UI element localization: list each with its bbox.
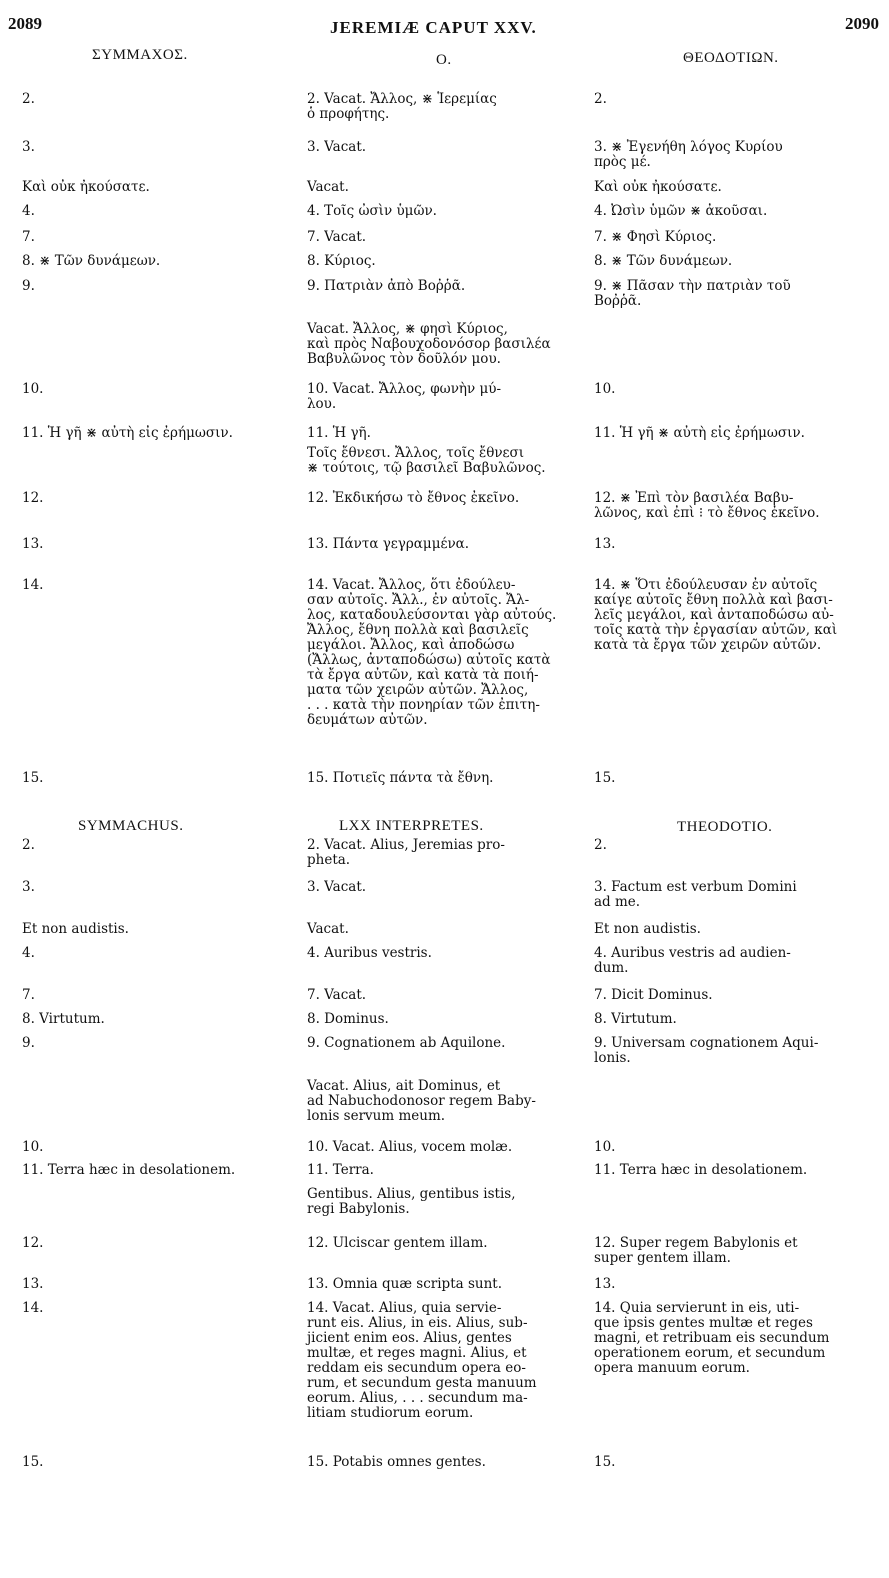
text-line: 8. Κύριος. <box>307 253 376 269</box>
text-line: dum. <box>594 960 629 976</box>
text-line: 10. <box>594 381 616 397</box>
latin-theodotion-cell <box>594 1277 876 1292</box>
text-line: 7. <box>22 229 35 245</box>
text-line: λῶνος, καὶ ἐπὶ ⁝ τὸ ἔθνος ἐκεῖνο. <box>594 505 820 521</box>
greek-theodotion-cell <box>594 771 876 786</box>
greek-column-head-theodotion: ΘΕΟΔΟΤΙΩΝ. <box>683 50 779 66</box>
text-line: Ἄλλος, ἔθνη πολλὰ καὶ βασιλεῖς <box>307 622 529 638</box>
text-line: 8. Virtutum. <box>594 1011 677 1027</box>
greek-lxx-cell <box>307 491 579 506</box>
text-line: 2. <box>594 91 607 107</box>
text-line: que ipsis gentes multæ et reges <box>594 1315 813 1331</box>
text-line: Vacat. <box>307 179 349 195</box>
text-line: 10. Vacat. Alius, vocem molæ. <box>307 1139 513 1155</box>
text-line: λεῖς μεγάλοι, καὶ ἀνταποδώσω αὐ- <box>594 607 834 623</box>
greek-theodotion-cell <box>594 180 876 195</box>
text-line: 14. ⋇ Ὅτι ἐδούλευσαν ἐν αὐτοῖς <box>594 577 818 593</box>
text-line: 11. Ἡ γῆ ⋇ αὐτὴ εἰς ἐρήμωσιν. <box>594 425 805 441</box>
text-line: 11. Terra. <box>307 1162 374 1178</box>
latin-symmachus-cell <box>22 1140 282 1155</box>
latin-lxx-cell <box>307 1301 579 1421</box>
greek-theodotion-cell <box>594 426 876 441</box>
latin-lxx-cell <box>307 1187 579 1217</box>
greek-symmachus-cell <box>22 537 282 552</box>
latin-lxx-cell <box>307 838 579 868</box>
latin-symmachus-cell <box>22 1236 282 1251</box>
latin-theodotion-cell <box>594 1012 876 1027</box>
text-line: 11. Ἡ γῆ. <box>307 425 371 441</box>
text-line: Vacat. <box>307 921 349 937</box>
greek-theodotion-cell <box>594 204 876 219</box>
latin-column-head-symmachus: SYMMACHUS. <box>78 818 184 834</box>
text-line: ματα τῶν χειρῶν αὐτῶν. Ἄλλος, <box>307 682 529 698</box>
text-line: Vacat. Ἄλλος, ⋇ φησὶ Κύριος, <box>307 321 508 337</box>
text-line: 13. Πάντα γεγραμμένα. <box>307 536 470 552</box>
text-line: multæ, et reges magni. Alius, et <box>307 1345 527 1361</box>
text-line: Τοῖς ἔθνεσι. Ἄλλος, τοῖς ἔθνεσι <box>307 445 525 461</box>
text-line: 8. ⋇ Τῶν δυνάμεων. <box>22 253 161 269</box>
text-line: . . . κατὰ τὴν πονηρίαν τῶν ἐπιτη- <box>307 697 540 713</box>
greek-theodotion-cell <box>594 254 876 269</box>
greek-symmachus-cell <box>22 254 282 269</box>
latin-column-head-lxx: LXX INTERPRETES. <box>339 818 484 834</box>
greek-lxx-cell <box>307 180 579 195</box>
latin-symmachus-cell <box>22 922 282 937</box>
latin-theodotion-cell <box>594 1140 876 1155</box>
text-line: rum, et secundum gesta manuum <box>307 1375 537 1391</box>
text-line: μεγάλοι. Ἄλλος, καὶ ἀποδώσω <box>307 637 515 653</box>
latin-theodotion-cell <box>594 922 876 937</box>
latin-symmachus-cell <box>22 838 282 853</box>
latin-symmachus-cell <box>22 988 282 1003</box>
text-line: 4. Τοῖς ὠσὶν ὑμῶν. <box>307 203 437 219</box>
greek-symmachus-cell <box>22 279 282 294</box>
text-line: 9. ⋇ Πᾶσαν τὴν πατριὰν τοῦ <box>594 278 791 294</box>
text-line: 7. Dicit Dominus. <box>594 987 713 1003</box>
latin-lxx-cell <box>307 946 579 961</box>
text-line: 10. <box>594 1139 616 1155</box>
text-line: operationem eorum, et secundum <box>594 1345 826 1361</box>
text-line: reddam eis secundum opera eo- <box>307 1360 526 1376</box>
text-line: lonis servum meum. <box>307 1108 446 1124</box>
text-line: 3. <box>22 139 35 155</box>
text-line: 4. <box>22 203 35 219</box>
page-number-left: 2089 <box>8 14 42 33</box>
greek-lxx-cell <box>307 204 579 219</box>
latin-lxx-cell <box>307 1140 579 1155</box>
greek-lxx-cell <box>307 446 579 476</box>
greek-theodotion-cell <box>594 92 876 107</box>
latin-theodotion-cell <box>594 838 876 853</box>
text-line: 14. <box>22 1300 44 1316</box>
text-line: Βοῤῥᾶ. <box>594 293 642 309</box>
text-line: 10. <box>22 1139 44 1155</box>
text-line: jicient enim eos. Alius, gentes <box>307 1330 512 1346</box>
text-line: 15. Ποτιεῖς πάντα τὰ ἔθνη. <box>307 770 494 786</box>
text-line: καίγε αὐτοῖς ἔθνη πολλὰ καὶ βασι- <box>594 592 833 608</box>
latin-lxx-cell <box>307 880 579 895</box>
greek-lxx-cell <box>307 279 579 294</box>
text-line: 8. Dominus. <box>307 1011 389 1027</box>
text-line: 13. <box>22 1276 44 1292</box>
greek-theodotion-cell <box>594 578 876 653</box>
text-line: 3. Factum est verbum Domini <box>594 879 797 895</box>
latin-lxx-cell <box>307 1455 579 1470</box>
greek-theodotion-cell <box>594 279 876 309</box>
greek-lxx-cell <box>307 426 579 441</box>
text-line: 11. Terra hæc in desolationem. <box>594 1162 808 1178</box>
greek-symmachus-cell <box>22 204 282 219</box>
greek-lxx-cell <box>307 771 579 786</box>
latin-lxx-cell <box>307 1012 579 1027</box>
page-number-right: 2090 <box>845 14 879 33</box>
text-line: 15. <box>594 770 616 786</box>
latin-theodotion-cell <box>594 1163 876 1178</box>
latin-lxx-cell <box>307 1236 579 1251</box>
latin-symmachus-cell <box>22 946 282 961</box>
text-line: τοῖς κατὰ τὴν ἐργασίαν αὐτῶν, καὶ <box>594 622 838 638</box>
latin-lxx-cell <box>307 988 579 1003</box>
text-line: (Ἄλλως, ἀνταποδώσω) αὐτοῖς κατὰ <box>307 652 551 668</box>
latin-symmachus-cell <box>22 1301 282 1316</box>
text-line: 2. Vacat. Ἄλλος, ⋇ Ἱερεμίας <box>307 91 497 107</box>
text-line: 2. Vacat. Alius, Jeremias pro- <box>307 837 505 853</box>
greek-symmachus-cell <box>22 382 282 397</box>
greek-theodotion-cell <box>594 382 876 397</box>
greek-lxx-cell <box>307 92 579 122</box>
greek-lxx-cell <box>307 537 579 552</box>
latin-symmachus-cell <box>22 1455 282 1470</box>
text-line: 9. Πατριὰν ἀπὸ Βοῤῥᾶ. <box>307 278 466 294</box>
latin-theodotion-cell <box>594 946 876 976</box>
text-line: 7. ⋇ Φησὶ Κύριος. <box>594 229 717 245</box>
text-line: 14. <box>22 577 44 593</box>
text-line: Καὶ οὐκ ἠκούσατε. <box>22 179 150 195</box>
latin-theodotion-cell <box>594 1455 876 1470</box>
text-line: πρὸς μέ. <box>594 154 651 170</box>
greek-lxx-cell <box>307 322 579 367</box>
latin-lxx-cell <box>307 1163 579 1178</box>
text-line: 8. Virtutum. <box>22 1011 105 1027</box>
greek-symmachus-cell <box>22 578 282 593</box>
greek-symmachus-cell <box>22 180 282 195</box>
text-line: runt eis. Alius, in eis. Alius, sub- <box>307 1315 528 1331</box>
greek-column-head-symmachus: ΣΥΜΜΑΧΟΣ. <box>92 47 188 63</box>
text-line: Καὶ οὐκ ἠκούσατε. <box>594 179 722 195</box>
greek-symmachus-cell <box>22 426 282 441</box>
greek-column-head-lxx: Ο. <box>436 52 452 68</box>
text-line: λου. <box>307 396 337 412</box>
greek-theodotion-cell <box>594 537 876 552</box>
text-line: σαν αὐτοῖς. Ἄλλ., ἐν αὐτοῖς. Ἄλ- <box>307 592 530 608</box>
text-line: opera manuum eorum. <box>594 1360 750 1376</box>
text-line: 11. Ἡ γῆ ⋇ αὐτὴ εἰς ἐρήμωσιν. <box>22 425 233 441</box>
text-line: 11. Terra hæc in desolationem. <box>22 1162 236 1178</box>
text-line: 10. Vacat. Ἄλλος, φωνὴν μύ- <box>307 381 502 397</box>
text-line: 13. <box>594 1276 616 1292</box>
text-line: ad Nabuchodonosor regem Baby- <box>307 1093 536 1109</box>
text-line: 4. Auribus vestris. <box>307 945 432 961</box>
text-line: 3. ⋇ Ἐγενήθη λόγος Κυρίου <box>594 139 783 155</box>
text-line: pheta. <box>307 852 351 868</box>
text-line: 12. Ulciscar gentem illam. <box>307 1235 488 1251</box>
text-line: 13. Omnia quæ scripta sunt. <box>307 1276 502 1292</box>
text-line: δευμάτων αὐτῶν. <box>307 712 428 728</box>
greek-symmachus-cell <box>22 771 282 786</box>
greek-symmachus-cell <box>22 230 282 245</box>
text-line: λος, καταδουλεύσονται γὰρ αὐτούς. <box>307 607 557 623</box>
text-line: 8. ⋇ Τῶν δυνάμεων. <box>594 253 733 269</box>
text-line: 7. Vacat. <box>307 987 367 1003</box>
text-line: 12. Ἐκδικήσω τὸ ἔθνος ἐκεῖνο. <box>307 490 520 506</box>
latin-theodotion-cell <box>594 880 876 910</box>
text-line: 10. <box>22 381 44 397</box>
greek-lxx-cell <box>307 578 579 728</box>
latin-symmachus-cell <box>22 1277 282 1292</box>
greek-symmachus-cell <box>22 491 282 506</box>
text-line: 4. Ὠσὶν ὑμῶν ⋇ ἀκοῦσαι. <box>594 203 768 219</box>
greek-lxx-cell <box>307 254 579 269</box>
text-line: 9. <box>22 278 35 294</box>
text-line: 4. <box>22 945 35 961</box>
latin-theodotion-cell <box>594 1036 876 1066</box>
text-line: Gentibus. Alius, gentibus istis, <box>307 1186 516 1202</box>
text-line: 12. ⋇ Ἐπὶ τὸν βασιλέα Βαβυ- <box>594 490 794 506</box>
text-line: regi Babylonis. <box>307 1201 410 1217</box>
text-line: 15. <box>22 1454 44 1470</box>
text-line: lonis. <box>594 1050 631 1066</box>
text-line: 15. <box>594 1454 616 1470</box>
text-line: 7. <box>22 987 35 1003</box>
text-line: magni, et retribuam eis secundum <box>594 1330 830 1346</box>
text-line: 12. Super regem Babylonis et <box>594 1235 798 1251</box>
text-line: 13. <box>594 536 616 552</box>
text-line: 15. Potabis omnes gentes. <box>307 1454 486 1470</box>
latin-lxx-cell <box>307 1079 579 1124</box>
text-line: ad me. <box>594 894 641 910</box>
text-line: τὰ ἔργα αὐτῶν, καὶ κατὰ τὰ ποιή- <box>307 667 539 683</box>
latin-symmachus-cell <box>22 880 282 895</box>
latin-lxx-cell <box>307 1277 579 1292</box>
text-line: κατὰ τὰ ἔργα τῶν χειρῶν αὐτῶν. <box>594 637 822 653</box>
text-line: 3. <box>22 879 35 895</box>
text-line: Βαβυλῶνος τὸν δοῦλόν μου. <box>307 351 501 367</box>
text-line: 4. Auribus vestris ad audien- <box>594 945 791 961</box>
latin-theodotion-cell <box>594 1236 876 1266</box>
latin-lxx-cell <box>307 922 579 937</box>
text-line: 9. <box>22 1035 35 1051</box>
greek-symmachus-cell <box>22 140 282 155</box>
latin-lxx-cell <box>307 1036 579 1051</box>
latin-theodotion-cell <box>594 988 876 1003</box>
latin-symmachus-cell <box>22 1163 282 1178</box>
latin-theodotion-cell <box>594 1301 876 1376</box>
text-line: ⋇ τούτοις, τῷ βασιλεῖ Βαβυλῶνος. <box>307 460 546 476</box>
text-line: 3. Vacat. <box>307 139 367 155</box>
text-line: litiam studiorum eorum. <box>307 1405 474 1421</box>
text-line: 2. <box>22 837 35 853</box>
text-line: Et non audistis. <box>22 921 129 937</box>
text-line: 7. Vacat. <box>307 229 367 245</box>
text-line: 15. <box>22 770 44 786</box>
page-title: JEREMIÆ CAPUT XXV. <box>330 18 537 37</box>
text-line: super gentem illam. <box>594 1250 731 1266</box>
text-line: Et non audistis. <box>594 921 701 937</box>
text-line: 13. <box>22 536 44 552</box>
latin-symmachus-cell <box>22 1036 282 1051</box>
text-line: 12. <box>22 490 44 506</box>
text-line: 3. Vacat. <box>307 879 367 895</box>
text-line: Vacat. Alius, ait Dominus, et <box>307 1078 501 1094</box>
greek-lxx-cell <box>307 140 579 155</box>
greek-lxx-cell <box>307 230 579 245</box>
text-line: 14. Quia servierunt in eis, uti- <box>594 1300 800 1316</box>
greek-theodotion-cell <box>594 491 876 521</box>
text-line: ὁ προφήτης. <box>307 106 390 122</box>
greek-symmachus-cell <box>22 92 282 107</box>
greek-theodotion-cell <box>594 230 876 245</box>
text-line: 9. Universam cognationem Aqui- <box>594 1035 819 1051</box>
text-line: 9. Cognationem ab Aquilone. <box>307 1035 506 1051</box>
text-line: 2. <box>594 837 607 853</box>
latin-symmachus-cell <box>22 1012 282 1027</box>
text-line: 14. Vacat. Alius, quia servie- <box>307 1300 502 1316</box>
text-line: 14. Vacat. Ἄλλος, ὅτι ἐδούλευ- <box>307 577 516 593</box>
text-line: 12. <box>22 1235 44 1251</box>
text-line: eorum. Alius, . . . secundum ma- <box>307 1390 528 1406</box>
text-line: 2. <box>22 91 35 107</box>
latin-column-head-theodotion: THEODOTIO. <box>677 819 773 835</box>
text-line: καὶ πρὸς Ναβουχοδονόσορ βασιλέα <box>307 336 551 352</box>
greek-theodotion-cell <box>594 140 876 170</box>
greek-lxx-cell <box>307 382 579 412</box>
